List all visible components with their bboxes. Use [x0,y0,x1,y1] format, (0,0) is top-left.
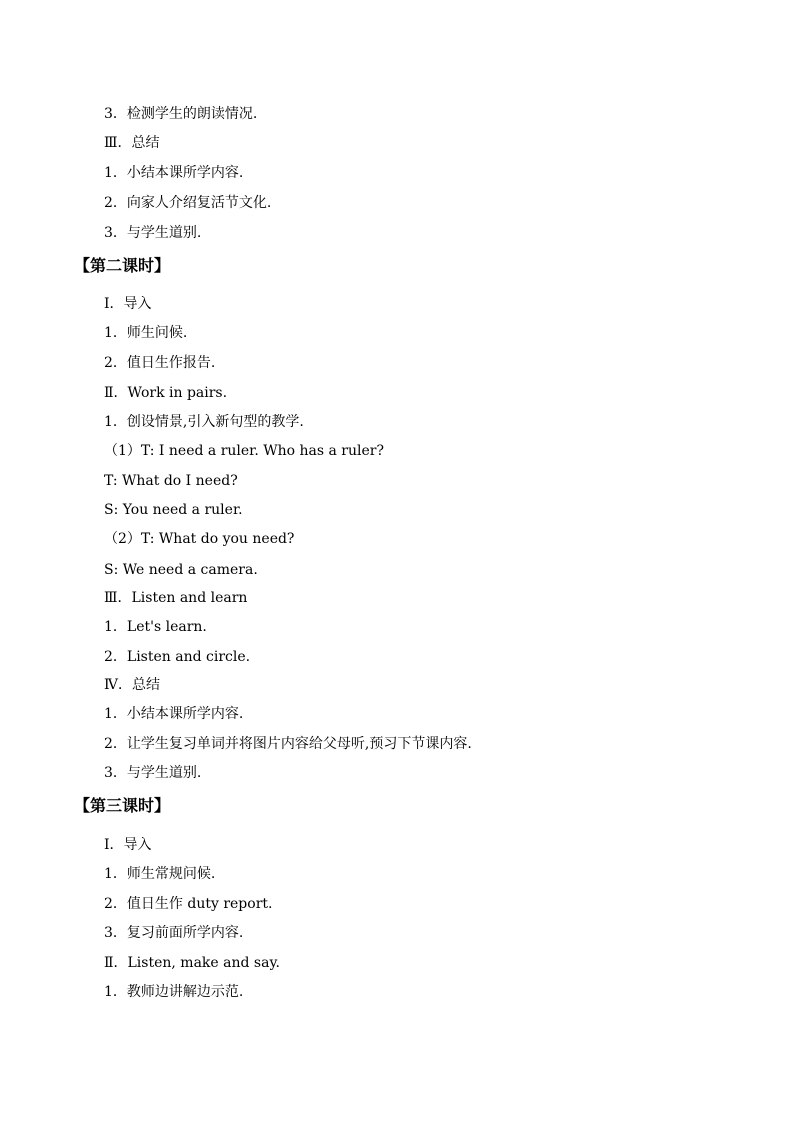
dialogue-line: S: You need a ruler. [104,502,243,518]
subheading-work-in-pairs: Ⅱ．Work in pairs. [104,385,228,401]
text-line: 2．Listen and circle. [104,649,251,665]
dialogue-line: S: We need a camera. [104,562,258,578]
subheading-summary: Ⅳ．总结 [104,677,160,693]
subheading-intro: Ⅰ．导入 [104,837,152,853]
text-line: 1．师生常规问候. [104,866,216,882]
text-line: 3．检测学生的朗读情况. [104,106,258,122]
dialogue-line: T: What do I need? [104,473,238,489]
text-line: 1．创设情景,引入新句型的教学. [104,414,304,430]
text-line: 1．小结本课所学内容. [104,165,244,181]
section-heading-lesson-3: 【第三课时】 [74,796,171,815]
text-line: 3．复习前面所学内容. [104,925,244,941]
dialogue-line: （2）T: What do you need? [104,531,295,547]
subheading-listen-make-say: Ⅱ．Listen, make and say. [104,955,280,971]
text-line: 1．师生问候. [104,325,188,341]
subheading-summary: Ⅲ．总结 [104,135,160,151]
text-line: 3．与学生道别. [104,225,202,241]
text-line: 2．让学生复习单词并将图片内容给父母听,预习下节课内容. [104,736,472,752]
text-line: 2．向家人介绍复活节文化. [104,195,272,211]
text-line: 1．Let's learn. [104,619,207,635]
text-line: 2．值日生作 duty report. [104,896,273,912]
text-line: 3．与学生道别. [104,765,202,781]
subheading-listen-and-learn: Ⅲ．Listen and learn [104,590,248,606]
section-heading-lesson-2: 【第二课时】 [74,256,171,275]
subheading-intro: Ⅰ．导入 [104,296,152,312]
text-line: 1．小结本课所学内容. [104,706,244,722]
text-line: 2．值日生作报告. [104,355,216,371]
text-line: 1．教师边讲解边示范. [104,984,244,1000]
dialogue-line: （1）T: I need a ruler. Who has a ruler? [104,443,384,459]
